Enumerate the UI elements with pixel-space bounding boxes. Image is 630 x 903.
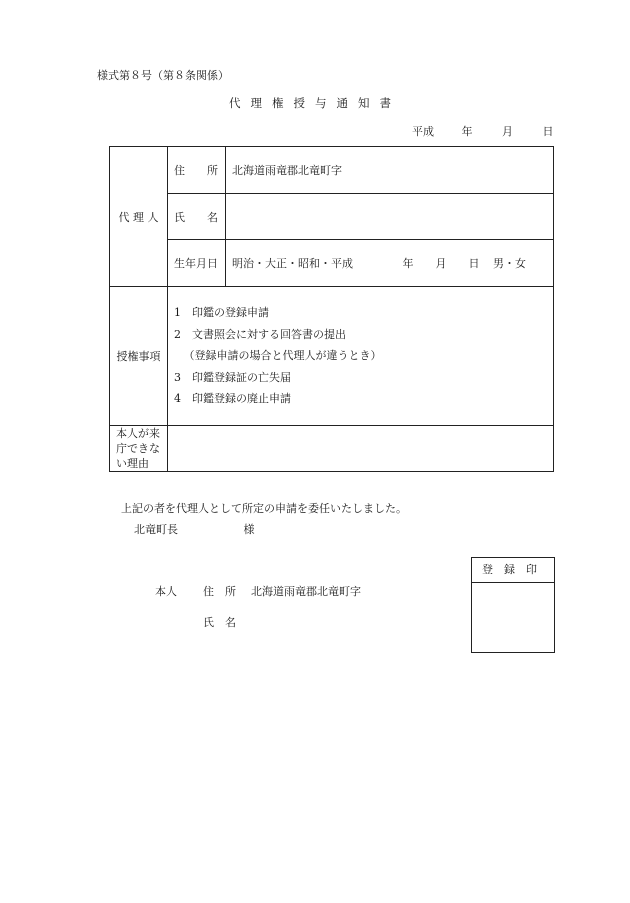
reason-value[interactable] <box>168 426 554 472</box>
date-month: 月 <box>502 125 513 138</box>
authority-item: （登録申請の場合と代理人が違うとき） <box>178 349 382 363</box>
authority-item: 2 文書照会に対する回答書の提出 <box>174 327 346 341</box>
authority-label: 授権事項 <box>110 287 168 426</box>
registration-stamp-box[interactable] <box>471 557 555 653</box>
agent-label: 代 理 人 <box>110 147 168 287</box>
delegation-table <box>109 146 554 472</box>
principal-address-label: 住 所 <box>203 585 236 598</box>
principal-name-label: 氏 名 <box>203 616 236 629</box>
principal-label: 本人 <box>155 585 177 598</box>
name-value[interactable] <box>226 194 554 240</box>
birthdate-label: 生年月日 <box>168 240 226 287</box>
date-line <box>412 123 554 139</box>
date-era: 平成 <box>412 125 434 138</box>
authority-item: 4 印鑑登録の廃止申請 <box>174 392 291 406</box>
address-value[interactable]: 北海道雨竜郡北竜町字 <box>226 147 554 194</box>
date-day: 日 <box>542 125 554 138</box>
birthdate-ymd: 年 月 日 <box>402 257 480 270</box>
sex-field: 男・女 <box>493 257 526 270</box>
delegation-text: 上記の者を代理人として所定の申請を委任いたしました。 <box>121 502 407 515</box>
date-year: 年 <box>461 125 473 138</box>
address-label: 住 所 <box>168 147 226 194</box>
authority-item: 3 印鑑登録証の亡失届 <box>174 370 291 384</box>
stamp-label: 登録印 <box>472 558 554 583</box>
honorific: 様 <box>243 523 255 536</box>
addressee-line <box>134 521 255 537</box>
name-label: 氏 名 <box>168 194 226 240</box>
birthdate-eras: 明治・大正・昭和・平成 <box>232 257 353 270</box>
principal-address-value[interactable]: 北海道雨竜郡北竜町字 <box>251 585 361 598</box>
reason-label: 本人が来庁できない理由 <box>110 426 168 472</box>
birthdate-field[interactable] <box>226 240 554 287</box>
form-number: 様式第８号（第８条関係） <box>97 69 229 82</box>
document-title: 代理権授与通知書 <box>229 96 401 110</box>
authority-items <box>168 287 554 426</box>
addressee: 北竜町長 <box>134 523 178 536</box>
authority-item: 1 印鑑の登録申請 <box>174 306 269 320</box>
